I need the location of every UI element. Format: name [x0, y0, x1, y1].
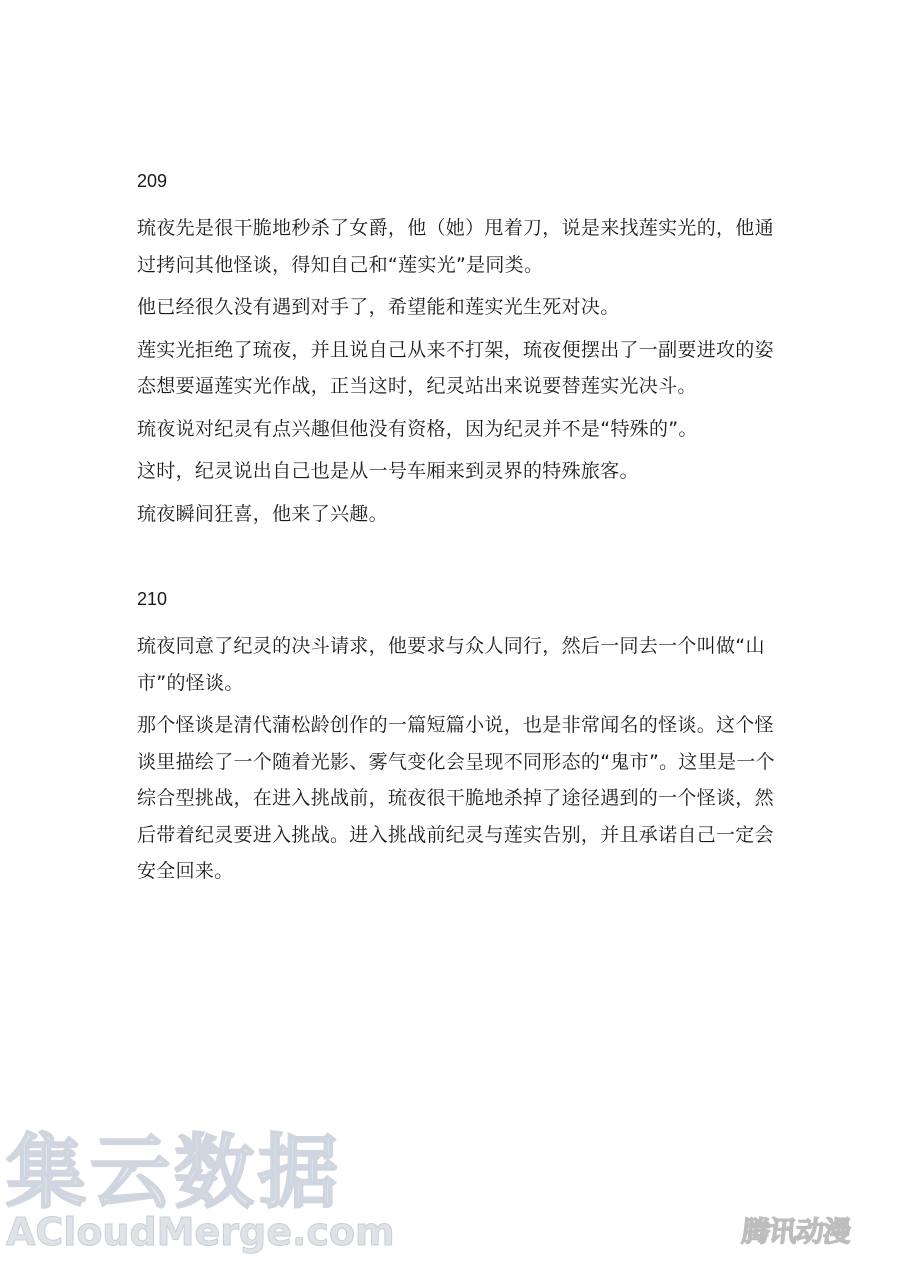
section-number: 209: [137, 171, 168, 191]
tencent-comic-watermark: 腾讯动漫: [740, 1215, 852, 1248]
paragraph: 这时，纪灵说出自己也是从一号车厢来到灵界的特殊旅客。: [137, 460, 639, 482]
paragraph: 琉夜瞬间狂喜，他来了兴趣。: [137, 502, 388, 525]
paragraph: 莲实光拒绝了琉夜，并且说自己从来不打架，琉夜便摆出了一副要进攻的姿态想要逼莲实光作战，正当这时，纪灵站出来说要替莲实光决斗。: [137, 338, 774, 397]
watermark-en-text: ACloudMerge.com: [6, 1210, 395, 1254]
paragraph: 琉夜说对纪灵有点兴趣但他没有资格，因为纪灵并不是“特殊的”。: [137, 417, 698, 440]
acloudmerge-watermark: [6, 1126, 395, 1268]
section-210: [137, 584, 777, 890]
paragraph: 他已经很久没有遇到对手了，希望能和莲实光生死对决。: [137, 296, 620, 318]
section-number: 210: [137, 589, 168, 609]
paragraph: 琉夜同意了纪灵的决斗请求，他要求与众人同行，然后一同去一个叫做“山市”的怪谈。: [137, 635, 765, 694]
watermark-cn-text: 集云数据: [6, 1126, 342, 1219]
section-209: [137, 166, 777, 532]
paragraph: 琉夜先是很干脆地秒杀了女爵，他（她）甩着刀，说是来找莲实光的，他通过拷问其他怪谈，得知自己和“莲实光”是同类。: [137, 217, 774, 276]
paragraph: 那个怪谈是清代蒲松龄创作的一篇短篇小说，也是非常闻名的怪谈。这个怪谈里描绘了一个随着光影、雾气变化会呈现不同形态的“鬼市”。这里是一个综合型挑战，在进入挑战前，琉夜很干脆地杀掉了途径遇到的一个怪谈，然后带着纪灵要进入挑战。进入挑战前纪灵与莲实告别，并且承诺自己一定会安全回来。: [137, 714, 775, 882]
page-content: [137, 166, 777, 896]
